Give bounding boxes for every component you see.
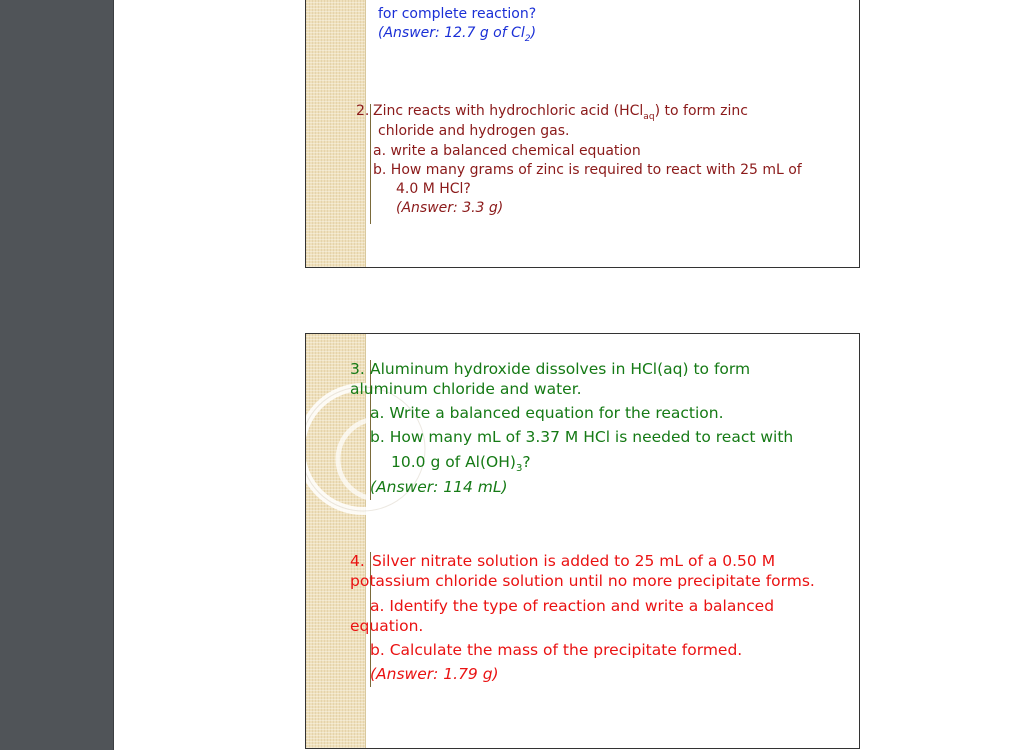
problem2-answer: (Answer: 3.3 g) [396, 200, 504, 216]
problem2-line2: chloride and hydrogen gas. [378, 123, 570, 139]
problem3-line1: Aluminum hydroxide dissolves in HCl(aq) to form [370, 360, 751, 378]
problem4-part-a-line1: a. Identify the type of reaction and write a balanced [370, 597, 775, 615]
left-sidebar [0, 0, 114, 750]
problem2-part-b-line1: b. How many grams of zinc is required to react with 25 mL of [373, 162, 802, 178]
problem4-number: 4. [350, 552, 365, 570]
slide-decor-stripe [306, 0, 366, 267]
problem3-line2: aluminum chloride and water. [350, 380, 582, 398]
problem3-answer: (Answer: 114 mL) [370, 478, 508, 496]
text-margin-marker [370, 104, 371, 224]
problem4-part-a-line2: equation. [350, 617, 424, 635]
problem2-part-b-line2: 4.0 M HCl? [396, 181, 471, 197]
problem2-part-a: a. write a balanced chemical equation [373, 143, 641, 159]
problem2-line1: Zinc reacts with hydrochloric acid (HCl$_{aq}$) to form zinc [373, 103, 748, 122]
problem3-part-a: a. Write a balanced equation for the reaction. [370, 404, 724, 422]
problem1-answer: (Answer: 12.7 g of $Cl_2$) [378, 25, 537, 44]
problem3-number: 3. [350, 360, 365, 378]
problem4-line2: potassium chloride solution until no more precipitate forms. [350, 572, 815, 590]
problem4-line1: Silver nitrate solution is added to 25 mL of a 0.50 M [372, 552, 776, 570]
problem3-part-b-line1: b. How many mL of 3.37 M HCl is needed to react with [370, 428, 794, 446]
problem4-part-b: b. Calculate the mass of the precipitate formed. [370, 641, 743, 659]
problem1-tail-line: for complete reaction? [378, 6, 537, 22]
problem3-part-b-line2: 10.0 g of $Al(OH)_3$? [391, 453, 531, 475]
problem4-answer: (Answer: 1.79 g) [370, 665, 499, 683]
problem2-number: 2. [356, 103, 370, 119]
